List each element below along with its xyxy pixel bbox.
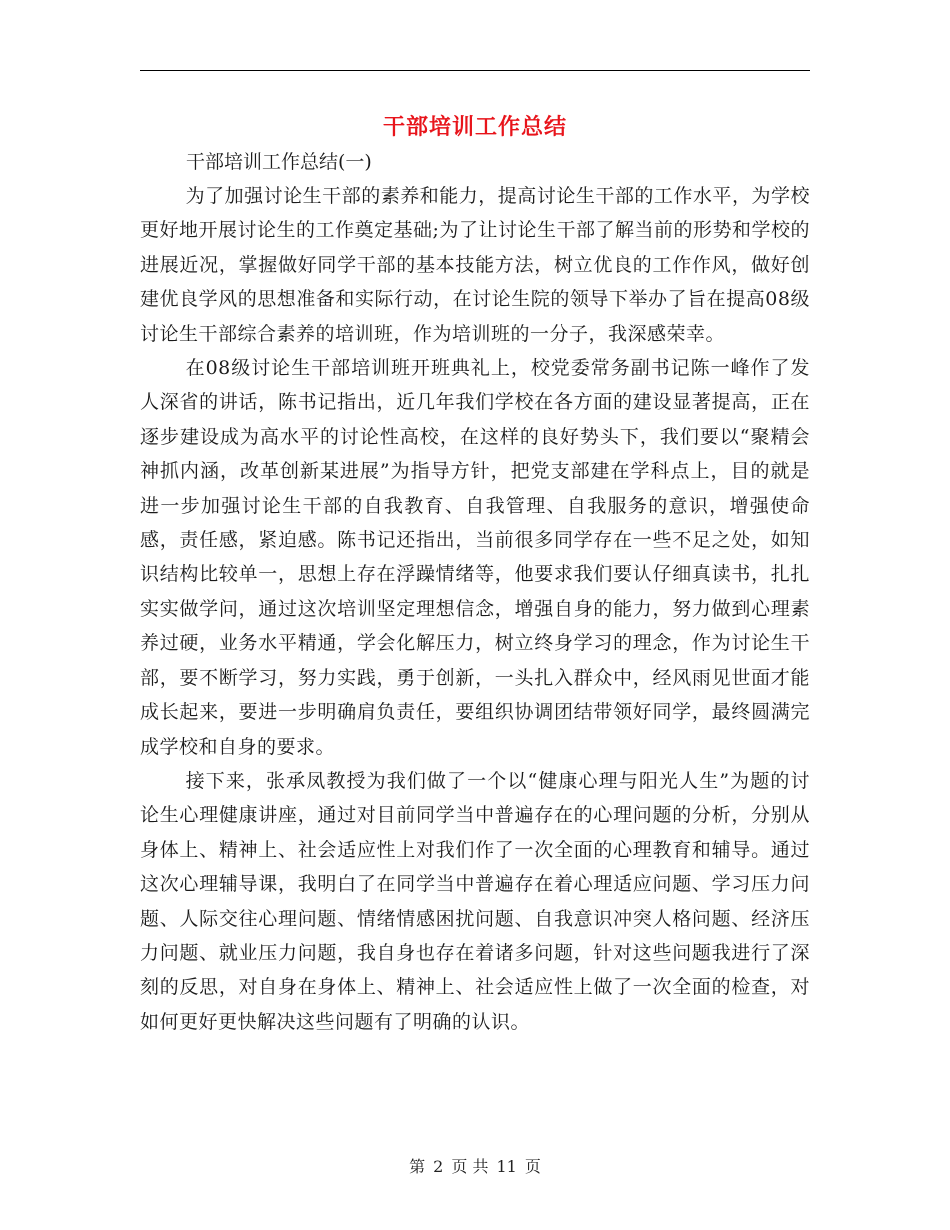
section-subtitle: 干部培训工作总结(一) <box>186 151 372 173</box>
footer-middle: 页 共 <box>451 1157 489 1176</box>
document-body <box>140 145 810 1039</box>
paragraph-3: 接下来，张承凤教授为我们做了一个以“健康心理与阳光人生”为题的讨论生心理健康讲座，通过对目前同学当中普遍存在的心理问题的分析，分别从身体上、精神上、社会适应性上对我们作了一次全面的心理教育和辅导。通过这次心理辅导课，我明白了在同学当中普遍存在着心理适应问题、学习压力问题、人际交往心理问题、情绪情感困扰问题、自我意识冲突人格问题、经济压力问题、就业压力问题，我自身也存在着诸多问题，针对这些问题我进行了深刻的反思，对自身在身体上、精神上、社会适应性上做了一次全面的检查，对如何更好更快解决这些问题有了明确的认识。 <box>140 769 810 1033</box>
paragraph-2: 在08级讨论生干部培训班开班典礼上，校党委常务副书记陈一峰作了发人深省的讲话，陈书记指出，近几年我们学校在各方面的建设显著提高，正在逐步建设成为高水平的讨论性高校，在这样的良好势头下，我们要以“聚精会神抓内涵，改革创新某进展”为指导方针，把党支部建在学科点上，目的就是进一步加强讨论生干部的自我教育、自我管理、自我服务的意识，增强使命感，责任感，紧迫感。陈书记还指出，当前很多同学存在一些不足之处，如知识结构比较单一，思想上存在浮躁情绪等，他要求我们要认仔细真读书，扎扎实实做学问，通过这次培训坚定理想信念，增强自身的能力，努力做到心理素养过硬，业务水平精通，学会化解压力，树立终身学习的理念，作为讨论生干部，要不断学习，努力实践，勇于创新，一头扎入群众中，经风雨见世面才能成长起来，要进一步明确肩负责任，要组织协调团结带领好同学，最终圆满完成学校和自身的要求。 <box>140 357 810 758</box>
document-title: 干部培训工作总结 <box>382 114 567 140</box>
paragraph-1: 为了加强讨论生干部的素养和能力，提高讨论生干部的工作水平，为学校更好地开展讨论生的工作奠定基础;为了让讨论生干部了解当前的形势和学校的进展近况，掌握做好同学干部的基本技能方法，树立优良的工作作风，做好创建优良学风的思想准备和实际行动，在讨论生院的领导下举办了旨在提高08级讨论生干部综合素养的培训班，作为培训班的一分子，我深感荣幸。 <box>140 185 810 345</box>
footer-prefix: 第 <box>409 1157 426 1176</box>
header-rule <box>140 70 810 71</box>
footer-suffix: 页 <box>524 1157 541 1176</box>
page-footer <box>0 1154 950 1177</box>
footer-total-pages: 11 <box>496 1157 517 1176</box>
footer-current-page: 2 <box>433 1157 444 1176</box>
